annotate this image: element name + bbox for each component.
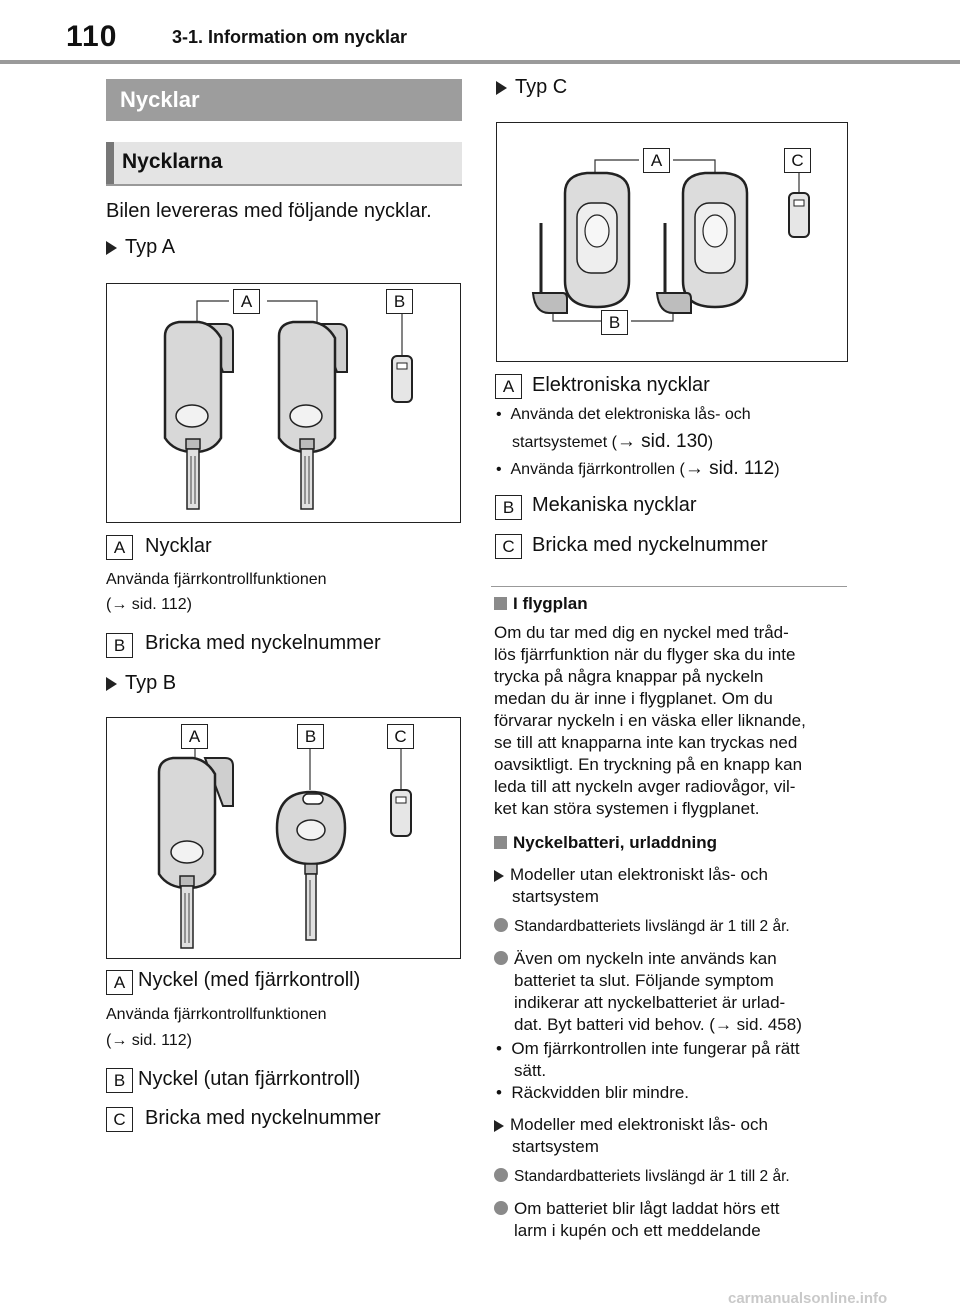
batteri-sub-2 (494, 1114, 768, 1136)
label-c: C (106, 1107, 133, 1132)
batteri-dot-2-line3: indikerar att nyckelbatteriet är urlad- (514, 993, 786, 1012)
type-b-note-1: Använda fjärrkontrollfunktionen (106, 1006, 327, 1023)
batteri-dot-2-line4: dat. Byt batteri vid behov. (→ sid. 458) (514, 1015, 802, 1034)
type-b-heading-text: Typ B (125, 672, 177, 694)
batteri-sub-2-line1: Modeller med elektroniskt lås- och (510, 1115, 768, 1134)
type-c-bullet-1a-text: Använda det elektroniska lås- och (510, 406, 751, 423)
batteri-sub-2-line2: startsystem (512, 1137, 599, 1156)
circle-bullet-icon (494, 1201, 508, 1215)
type-c-bullet-1b-end: ) (707, 434, 714, 451)
flygplan-line: Om du tar med dig en nyckel med tråd- (494, 623, 789, 642)
type-b-item-c: Bricka med nyckelnummer (145, 1107, 381, 1129)
type-b-note-2: (→ sid. 112) (106, 1032, 192, 1049)
label-b: B (106, 633, 133, 658)
type-a-heading-text: Typ A (125, 236, 176, 258)
type-b-item-a: Nyckel (med fjärrkontroll) (138, 969, 361, 991)
callout-b: B (386, 289, 413, 314)
batteri-dot-4 (494, 1198, 780, 1220)
page-number: 110 (66, 20, 118, 53)
batteri-sub-1-line1: Modeller utan elektroniskt lås- och (510, 865, 768, 884)
flygplan-line: se till att knapparna inte kan tryckas ned (494, 733, 798, 752)
label-a: A (495, 374, 522, 399)
batteri-dot-2 (494, 948, 777, 970)
figure-type-c (496, 122, 848, 362)
batteri-dot-4-line2: larm i kupén och ett meddelande (514, 1221, 761, 1240)
label-a: A (106, 970, 133, 995)
type-c-bullet-2-text: Använda fjärrkontrollen ( (510, 461, 685, 478)
arrow-right-icon (494, 870, 504, 882)
flygplan-line: leda till att nyckeln avger radiovågor, vil- (494, 777, 796, 796)
batteri-dot-1 (494, 918, 790, 936)
intro-text: Bilen levereras med följande nycklar. (106, 200, 432, 222)
subsection-title-text: Nycklarna (122, 150, 223, 173)
type-c-heading-text: Typ C (515, 76, 568, 98)
circle-bullet-icon (494, 918, 508, 932)
callout-a: A (643, 148, 670, 173)
type-b-item-b: Nyckel (utan fjärrkontroll) (138, 1068, 361, 1090)
type-c-bullet-1b-text: startsystemet ( (512, 434, 617, 451)
batteri-sub-1-line2: startsystem (512, 887, 599, 906)
callout-c: C (387, 724, 414, 749)
figure-type-b (106, 717, 461, 959)
callout-c: C (784, 148, 811, 173)
arrow-right-icon (106, 677, 117, 691)
batteri-heading (494, 833, 717, 853)
page-ref-link[interactable]: → sid. 130 (616, 431, 708, 452)
flygplan-line: ket kan störa systemen i flygplanet. (494, 799, 760, 818)
batteri-heading-text: Nyckelbatteri, urladdning (513, 833, 718, 852)
callout-a: A (233, 289, 260, 314)
arrow-right-icon (494, 1120, 504, 1132)
callout-b: B (297, 724, 324, 749)
batteri-dot-2-line2: batteriet ta slut. Följande symptom (514, 971, 774, 990)
type-a-item-a: Nycklar (145, 535, 212, 557)
batteri-dot-3 (494, 1168, 790, 1186)
flygplan-paragraph (494, 622, 854, 820)
type-c-bullet-2: • Använda fjärrkontrollen (→ sid. 112) (496, 458, 780, 479)
flygplan-line: oavsiktligt. En tryckning på en knapp kan (494, 755, 803, 774)
section-divider (491, 586, 847, 587)
header-rule (0, 60, 960, 64)
type-a-heading (106, 236, 175, 259)
type-c-bullet-1b (512, 431, 713, 453)
type-c-item-c: Bricka med nyckelnummer (532, 534, 768, 556)
batteri-sub-1 (494, 864, 768, 886)
type-a-item-b: Bricka med nyckelnummer (145, 632, 381, 654)
flygplan-heading (494, 594, 588, 614)
type-c-item-a: Elektroniska nycklar (532, 374, 710, 396)
circle-bullet-icon (494, 1168, 508, 1182)
batteri-dot-2-line1: Även om nyckeln inte används kan (514, 949, 777, 968)
flygplan-line: trycka på några knappar på nyckeln (494, 667, 764, 686)
type-c-bullet-1a: • Använda det elektroniska lås- och (496, 406, 751, 423)
subsection-title (106, 142, 462, 186)
callout-a: A (181, 724, 208, 749)
square-bullet-icon (494, 836, 507, 849)
flygplan-line: medan du är inne i flygplanet. Om du (494, 689, 773, 708)
figure-type-a (106, 283, 461, 523)
circle-bullet-icon (494, 951, 508, 965)
type-b-heading (106, 672, 176, 695)
section-title: Nycklar (106, 79, 462, 121)
flygplan-heading-text: I flygplan (513, 594, 588, 613)
type-a-note-2: (→ sid. 112) (106, 596, 192, 613)
label-b: B (106, 1068, 133, 1093)
arrow-right-icon (106, 241, 117, 255)
arrow-right-icon (496, 81, 507, 95)
type-c-bullet-2-end: ) (774, 461, 780, 478)
flygplan-line: förvarar nyckeln i en väska eller liknande, (494, 711, 806, 730)
batteri-bul-2-text: Räckvidden blir mindre. (511, 1083, 690, 1102)
batteri-dot-4-line1: Om batteriet blir lågt laddat hörs ett (514, 1199, 780, 1218)
batteri-bul-1-line2: sätt. (514, 1061, 547, 1080)
type-c-item-b: Mekaniska nycklar (532, 494, 697, 516)
label-b: B (495, 495, 522, 520)
callout-b: B (601, 310, 628, 335)
page-ref-link[interactable]: → sid. 112 (684, 458, 775, 479)
batteri-dot-3-text: Standardbatteriets livslängd är 1 till 2 år. (514, 1168, 790, 1185)
type-a-note-1: Använda fjärrkontrollfunktionen (106, 571, 327, 588)
batteri-dot-1-text: Standardbatteriets livslängd är 1 till 2 år. (514, 918, 790, 935)
chapter-title: 3-1. Information om nycklar (172, 27, 408, 47)
square-bullet-icon (494, 597, 507, 610)
type-c-heading (496, 76, 567, 99)
footer-watermark: carmanualsonline.info (728, 1290, 888, 1307)
flygplan-line: lös fjärrfunktion när du flyger ska du inte (494, 645, 796, 664)
label-c: C (495, 534, 522, 559)
batteri-bul-1: • Om fjärrkontrollen inte fungerar på rätt (496, 1039, 800, 1058)
batteri-bul-1-line1: Om fjärrkontrollen inte fungerar på rätt (511, 1039, 800, 1058)
keys-illustration-a (107, 284, 460, 522)
batteri-bul-2: • Räckvidden blir mindre. (496, 1083, 690, 1102)
label-a: A (106, 535, 133, 560)
keys-illustration-b (107, 718, 460, 958)
